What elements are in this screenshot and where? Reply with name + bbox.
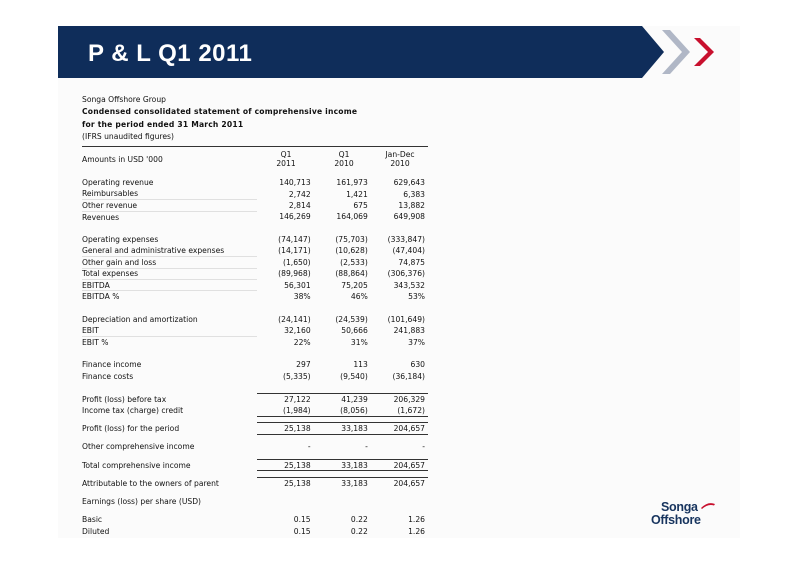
- table-row: [82, 478, 428, 489]
- row-value: 6,383: [403, 189, 425, 199]
- row-label: Revenues: [82, 212, 120, 222]
- table-row: [82, 496, 428, 507]
- row-value: 113: [353, 360, 368, 370]
- row-value: 241,883: [393, 326, 425, 336]
- row-value: 2,814: [288, 200, 311, 210]
- row-value: 31%: [350, 337, 368, 347]
- row-value: 0.15: [293, 515, 311, 525]
- row-label: Profit (loss) before tax: [82, 394, 167, 404]
- spacer-row: [82, 489, 428, 496]
- row-value: 204,657: [371, 459, 428, 470]
- spacer-row: [82, 302, 428, 313]
- row-value: 33,183: [314, 478, 371, 489]
- row-value: -: [307, 442, 311, 452]
- row-value: -: [422, 442, 425, 452]
- table-row: [82, 314, 428, 325]
- row-value: 649,908: [393, 212, 425, 222]
- table-row: [82, 405, 428, 416]
- row-value: 2,742: [288, 189, 311, 199]
- row-value: 32,160: [284, 326, 311, 336]
- row-label: Income tax (charge) credit: [82, 405, 184, 415]
- table-row: [82, 525, 428, 536]
- row-label: Other revenue: [82, 200, 257, 211]
- statement-table: [82, 166, 428, 537]
- income-statement: [82, 94, 428, 537]
- row-value: 53%: [408, 292, 425, 302]
- row-label: Operating expenses: [82, 235, 159, 245]
- table-row: [82, 211, 428, 222]
- row-label: Depreciation and amortization: [82, 314, 198, 324]
- amounts-label: Amounts in USD '000: [82, 154, 163, 164]
- logo-swoosh-icon: [701, 502, 715, 510]
- row-label: Operating revenue: [82, 178, 154, 188]
- statement-period: for the period ended 31 March 2011: [82, 119, 244, 129]
- column-full-year-2010: Jan-Dec 2010: [385, 149, 415, 168]
- row-value: 1,421: [346, 189, 368, 199]
- table-row: [82, 371, 428, 382]
- table-row: [82, 200, 428, 211]
- spacer-row: [82, 453, 428, 460]
- row-value: (74,147): [278, 235, 311, 245]
- row-value: 343,532: [393, 280, 425, 290]
- row-label: EBIT %: [82, 337, 109, 347]
- row-value: (75,703): [335, 235, 368, 245]
- table-row: [82, 188, 428, 199]
- row-label: Earnings (loss) per share (USD): [82, 497, 202, 507]
- row-value: (1,984): [257, 405, 314, 416]
- table-row: [82, 393, 428, 404]
- row-value: (89,968): [278, 269, 311, 279]
- spacer-row: [82, 348, 428, 359]
- table-row: [82, 336, 428, 347]
- row-label: General and administrative expenses: [82, 245, 257, 256]
- spacer-row: [82, 471, 428, 478]
- table-row: [82, 268, 428, 279]
- row-value: 37%: [408, 337, 425, 347]
- row-value: 22%: [293, 337, 311, 347]
- table-row: [82, 245, 428, 256]
- row-label: Other gain and loss: [82, 257, 257, 268]
- statement-note: (IFRS unaudited figures): [82, 132, 174, 142]
- row-value: 0.22: [350, 526, 368, 536]
- row-value: (9,540): [340, 371, 368, 381]
- row-value: 33,183: [314, 423, 371, 434]
- row-value: 675: [353, 200, 368, 210]
- page-title: P & L Q1 2011: [88, 40, 253, 67]
- row-value: (1,672): [371, 405, 428, 416]
- row-value: 46%: [350, 292, 368, 302]
- row-value: (24,141): [278, 314, 311, 324]
- spacer-row: [82, 382, 428, 393]
- row-value: 629,643: [393, 178, 425, 188]
- statement-heading: Condensed consolidated statement of comprehensive income: [82, 107, 358, 117]
- logo-line-1: Songa: [661, 500, 698, 514]
- row-label: EBIT: [82, 325, 257, 336]
- row-value: 25,138: [257, 459, 314, 470]
- spacer-row: [82, 416, 428, 423]
- row-value: (47,404): [392, 246, 425, 256]
- row-value: 204,657: [371, 423, 428, 434]
- column-q1-2011: Q1 2011: [276, 149, 296, 168]
- row-value: [257, 496, 314, 507]
- row-value: 56,301: [284, 280, 311, 290]
- row-label: Reimbursables: [82, 188, 257, 199]
- row-value: 74,875: [398, 257, 425, 267]
- logo-line-2: Offshore: [651, 513, 701, 527]
- row-label: Profit (loss) for the period: [82, 424, 180, 434]
- row-value: 146,269: [279, 212, 311, 222]
- row-value: 161,973: [336, 178, 368, 188]
- table-row: [82, 359, 428, 370]
- row-value: 75,205: [341, 280, 368, 290]
- row-label: EBITDA %: [82, 292, 120, 302]
- row-value: 27,122: [257, 393, 314, 404]
- column-q1-2010: Q1 2010: [334, 149, 354, 168]
- row-value: 25,138: [257, 478, 314, 489]
- row-value: 13,882: [398, 200, 425, 210]
- table-row: [82, 257, 428, 268]
- row-value: 1.26: [408, 515, 425, 525]
- table-row: [82, 177, 428, 188]
- row-value: (88,864): [335, 269, 368, 279]
- spacer-row: [82, 507, 428, 514]
- row-value: (1,650): [282, 257, 311, 267]
- row-value: (14,171): [278, 246, 311, 256]
- table-row: [82, 325, 428, 336]
- row-value: 204,657: [371, 478, 428, 489]
- row-value: 206,329: [371, 393, 428, 404]
- row-value: 0.22: [350, 515, 368, 525]
- row-value: 164,069: [336, 212, 368, 222]
- row-value: (24,539): [335, 314, 368, 324]
- row-value: 140,713: [279, 178, 311, 188]
- row-value: -: [365, 442, 368, 452]
- row-label: Finance costs: [82, 371, 134, 381]
- row-value: (306,376): [387, 269, 425, 279]
- row-value: (8,056): [314, 405, 371, 416]
- row-label: Total comprehensive income: [82, 460, 191, 470]
- table-row: [82, 514, 428, 525]
- table-row: [82, 459, 428, 470]
- row-value: (5,335): [282, 371, 311, 381]
- row-value: [371, 496, 428, 507]
- row-value: 25,138: [257, 423, 314, 434]
- row-value: [314, 496, 371, 507]
- column-header: [82, 146, 428, 166]
- row-label: EBITDA: [82, 279, 257, 290]
- row-value: (36,184): [392, 371, 425, 381]
- row-value: 41,239: [314, 393, 371, 404]
- row-label: Diluted: [82, 526, 110, 536]
- table-row: [82, 291, 428, 302]
- row-value: (10,628): [335, 246, 368, 256]
- spacer-row: [82, 434, 428, 441]
- row-value: 38%: [293, 292, 311, 302]
- row-label: Other comprehensive income: [82, 442, 195, 452]
- table-row: [82, 423, 428, 434]
- row-label: Basic: [82, 515, 103, 525]
- spacer-row: [82, 223, 428, 234]
- row-value: 33,183: [314, 459, 371, 470]
- row-label: Attributable to the owners of parent: [82, 478, 219, 488]
- row-value: 50,666: [341, 326, 368, 336]
- row-value: (101,649): [387, 314, 425, 324]
- row-value: (2,533): [340, 257, 368, 267]
- row-value: 1.26: [408, 526, 425, 536]
- row-value: 630: [410, 360, 425, 370]
- row-label: Finance income: [82, 360, 142, 370]
- row-value: 297: [296, 360, 311, 370]
- row-value: (333,847): [387, 235, 425, 245]
- row-value: 0.15: [293, 526, 311, 536]
- table-row: [82, 234, 428, 245]
- table-row: [82, 441, 428, 452]
- table-row: [82, 279, 428, 290]
- company-name: Songa Offshore Group: [82, 95, 166, 104]
- row-label: Total expenses: [82, 268, 257, 279]
